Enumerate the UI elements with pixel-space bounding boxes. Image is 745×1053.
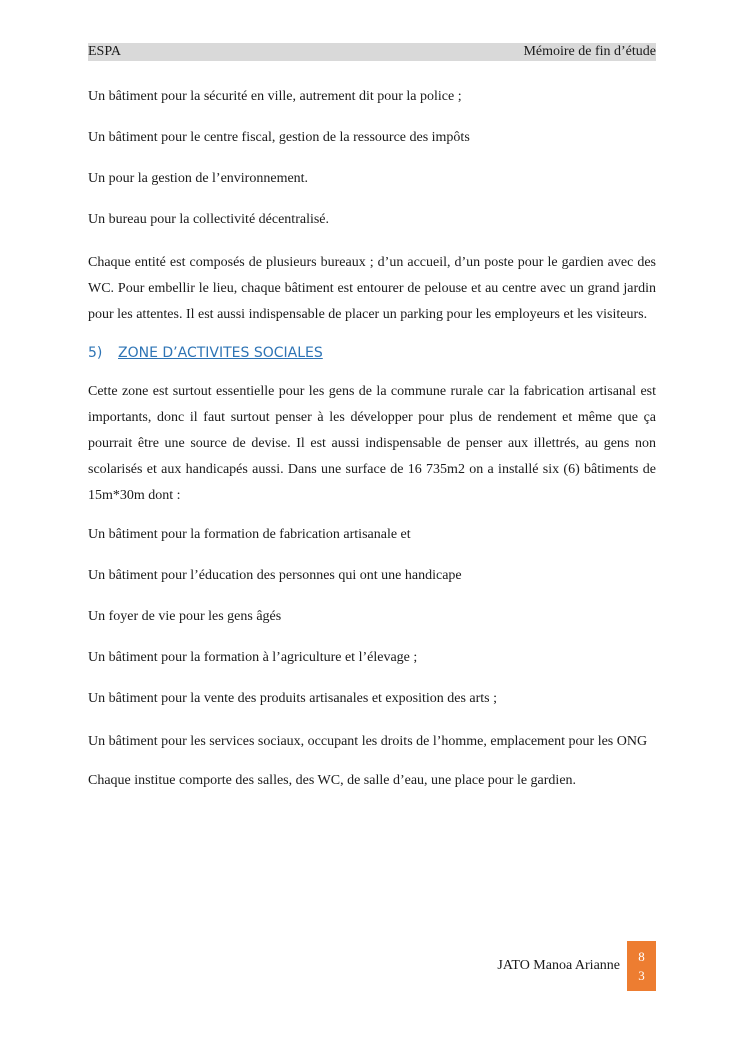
page-header <box>88 43 656 61</box>
page-number-line2: 3 <box>638 968 645 983</box>
header-left: ESPA <box>88 44 121 59</box>
page-number-line1: 8 <box>638 949 645 964</box>
paragraph: Un bâtiment pour la vente des produits artisanales et exposition des arts ; <box>88 691 498 706</box>
paragraph: Un bâtiment pour la formation de fabrication artisanale et <box>88 527 411 542</box>
document-body <box>88 86 656 811</box>
paragraph: Un bâtiment pour les services sociaux, occupant les droits de l’homme, emplacement pour les ONG <box>88 734 648 749</box>
paragraph: Un pour la gestion de l’environnement. <box>88 171 309 186</box>
paragraph: Un bureau pour la collectivité décentralisé. <box>88 212 330 227</box>
paragraph: Un bâtiment pour le centre fiscal, gestion de la ressource des impôts <box>88 130 470 145</box>
paragraph: Cette zone est surtout essentielle pour les gens de la commune rurale car la fabrication artisanal est importants, donc il faut surtout penser à les développer pour plus de rendement et même que ça pourrait être une source de devise. Il est aussi indispensable de penser aux illettrés, au gens non scolarisés et aux handicapés aussi. Dans une surface de 16 735m2 on a installé six (6) bâtiments de 15m*30m dont : <box>88 384 656 503</box>
paragraph: Un bâtiment pour la formation à l’agriculture et l’élevage ; <box>88 650 418 665</box>
paragraph: Un foyer de vie pour les gens âgés <box>88 609 282 624</box>
section-title: ZONE D’ACTIVITES SOCIALES <box>118 345 323 361</box>
section-heading <box>88 343 656 363</box>
section-number: 5) <box>88 345 103 361</box>
page-number-badge <box>627 941 656 991</box>
paragraph: Un bâtiment pour la sécurité en ville, autrement dit pour la police ; <box>88 89 462 104</box>
paragraph: Chaque institue comporte des salles, des WC, de salle d’eau, une place pour le gardien. <box>88 773 577 788</box>
paragraph: Un bâtiment pour l’éducation des personnes qui ont une handicape <box>88 568 462 583</box>
footer-author: JATO Manoa Arianne <box>497 958 620 973</box>
paragraph: Chaque entité est composés de plusieurs bureaux ; d’un accueil, d’un poste pour le gardien avec des WC. Pour embellir le lieu, chaque bâtiment est entourer de pelouse et au centre avec un grand jardin pour les attentes. Il est aussi indispensable de placer un parking pour les employeurs et les visiteurs. <box>88 255 656 322</box>
header-right: Mémoire de fin d’étude <box>523 44 656 59</box>
